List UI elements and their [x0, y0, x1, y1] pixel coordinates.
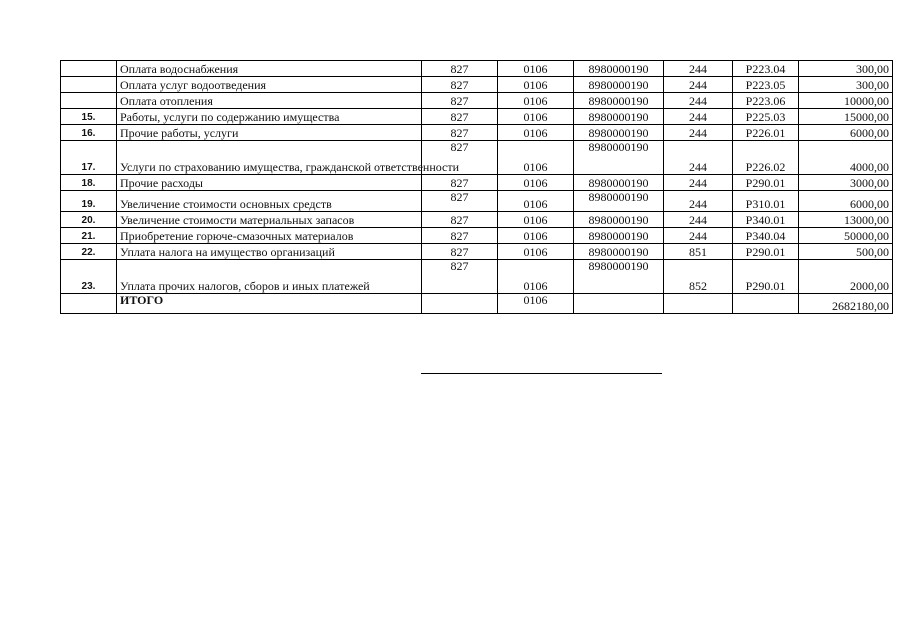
row-number: 16. — [61, 125, 117, 141]
gr-code: 827 — [422, 125, 498, 141]
row-number: 22. — [61, 244, 117, 260]
expense-type-code: 244 — [664, 93, 733, 109]
target-code: 8980000190 — [574, 77, 664, 93]
expense-type-code: 244 — [664, 77, 733, 93]
total-row — [61, 294, 893, 314]
kosgu-code: Р226.01 — [733, 125, 799, 141]
table-row — [61, 228, 893, 244]
amount: 2000,00 — [799, 260, 893, 294]
target-code: 8980000190 — [574, 109, 664, 125]
target-code: 8980000190 — [574, 244, 664, 260]
row-number: 18. — [61, 175, 117, 191]
section-code: 0106 — [498, 294, 574, 314]
expense-name: Прочие работы, услуги — [117, 125, 422, 141]
table-row — [61, 175, 893, 191]
expense-name: Оплата услуг водоотведения — [117, 77, 422, 93]
budget-table — [60, 60, 893, 314]
section-code: 0106 — [498, 260, 574, 294]
kosgu-code: Р223.05 — [733, 77, 799, 93]
row-number: 21. — [61, 228, 117, 244]
expense-type-code: 244 — [664, 228, 733, 244]
section-code: 0106 — [498, 77, 574, 93]
kosgu-code: Р310.01 — [733, 191, 799, 212]
section-code: 0106 — [498, 93, 574, 109]
expense-type-code: 244 — [664, 109, 733, 125]
section-code: 0106 — [498, 212, 574, 228]
gr-code — [422, 294, 498, 314]
kosgu-code: Р225.03 — [733, 109, 799, 125]
expense-name: Оплата отопления — [117, 93, 422, 109]
target-code: 8980000190 — [574, 191, 664, 212]
row-number: 19. — [61, 191, 117, 212]
kosgu-code: Р223.06 — [733, 93, 799, 109]
amount: 500,00 — [799, 244, 893, 260]
table-row — [61, 125, 893, 141]
amount: 300,00 — [799, 61, 893, 77]
gr-code: 827 — [422, 93, 498, 109]
table-row — [61, 77, 893, 93]
expense-type-code: 244 — [664, 125, 733, 141]
expense-type-code: 244 — [664, 61, 733, 77]
expense-type-code: 244 — [664, 175, 733, 191]
total-amount: 2682180,00 — [799, 294, 893, 314]
section-code: 0106 — [498, 191, 574, 212]
expense-type-code: 851 — [664, 244, 733, 260]
expense-type-code: 244 — [664, 191, 733, 212]
row-number: 20. — [61, 212, 117, 228]
row-number — [61, 93, 117, 109]
kosgu-code: Р290.01 — [733, 244, 799, 260]
target-code: 8980000190 — [574, 212, 664, 228]
table-row — [61, 212, 893, 228]
amount: 10000,00 — [799, 93, 893, 109]
expense-name: Оплата водоснабжения — [117, 61, 422, 77]
expense-type-code: 244 — [664, 141, 733, 175]
expense-name: Уплата прочих налогов, сборов и иных платежей — [117, 260, 422, 294]
gr-code: 827 — [422, 212, 498, 228]
expense-name: Работы, услуги по содержанию имущества — [117, 109, 422, 125]
row-number — [61, 77, 117, 93]
amount: 3000,00 — [799, 175, 893, 191]
expense-type-code: 244 — [664, 212, 733, 228]
kosgu-code: Р223.04 — [733, 61, 799, 77]
expense-name: Услуги по страхованию имущества, гражданской ответственности — [117, 141, 422, 175]
kosgu-code — [733, 294, 799, 314]
table-row — [61, 191, 893, 212]
expense-name: Прочие расходы — [117, 175, 422, 191]
row-number — [61, 294, 117, 314]
gr-code: 827 — [422, 141, 498, 175]
gr-code: 827 — [422, 61, 498, 77]
expense-name: Уплата налога на имущество организаций — [117, 244, 422, 260]
expense-name: Увеличение стоимости материальных запасов — [117, 212, 422, 228]
gr-code: 827 — [422, 244, 498, 260]
section-code: 0106 — [498, 175, 574, 191]
table-row — [61, 109, 893, 125]
target-code: 8980000190 — [574, 93, 664, 109]
amount: 4000,00 — [799, 141, 893, 175]
section-code: 0106 — [498, 228, 574, 244]
amount: 15000,00 — [799, 109, 893, 125]
table-row — [61, 244, 893, 260]
amount: 6000,00 — [799, 125, 893, 141]
expense-name: Приобретение горюче-смазочных материалов — [117, 228, 422, 244]
target-code: 8980000190 — [574, 125, 664, 141]
gr-code: 827 — [422, 260, 498, 294]
expense-type-code: 852 — [664, 260, 733, 294]
amount: 300,00 — [799, 77, 893, 93]
target-code: 8980000190 — [574, 141, 664, 175]
gr-code: 827 — [422, 175, 498, 191]
row-number: 23. — [61, 260, 117, 294]
row-number: 15. — [61, 109, 117, 125]
kosgu-code: Р340.01 — [733, 212, 799, 228]
kosgu-code: Р340.04 — [733, 228, 799, 244]
target-code: 8980000190 — [574, 228, 664, 244]
section-code: 0106 — [498, 61, 574, 77]
expense-name: Увеличение стоимости основных средств — [117, 191, 422, 212]
kosgu-code: Р290.01 — [733, 260, 799, 294]
amount: 6000,00 — [799, 191, 893, 212]
gr-code: 827 — [422, 191, 498, 212]
section-code: 0106 — [498, 244, 574, 260]
target-code: 8980000190 — [574, 61, 664, 77]
row-number: 17. — [61, 141, 117, 175]
table-row — [61, 61, 893, 77]
signature-line — [421, 373, 662, 374]
table-row — [61, 260, 893, 294]
section-code: 0106 — [498, 125, 574, 141]
kosgu-code: Р290.01 — [733, 175, 799, 191]
total-label: ИТОГО — [117, 294, 422, 314]
target-code — [574, 294, 664, 314]
gr-code: 827 — [422, 228, 498, 244]
section-code: 0106 — [498, 109, 574, 125]
section-code: 0106 — [498, 141, 574, 175]
row-number — [61, 61, 117, 77]
gr-code: 827 — [422, 109, 498, 125]
table-row — [61, 141, 893, 175]
target-code: 8980000190 — [574, 260, 664, 294]
target-code: 8980000190 — [574, 175, 664, 191]
expense-type-code — [664, 294, 733, 314]
kosgu-code: Р226.02 — [733, 141, 799, 175]
table-row — [61, 93, 893, 109]
amount: 13000,00 — [799, 212, 893, 228]
amount: 50000,00 — [799, 228, 893, 244]
gr-code: 827 — [422, 77, 498, 93]
